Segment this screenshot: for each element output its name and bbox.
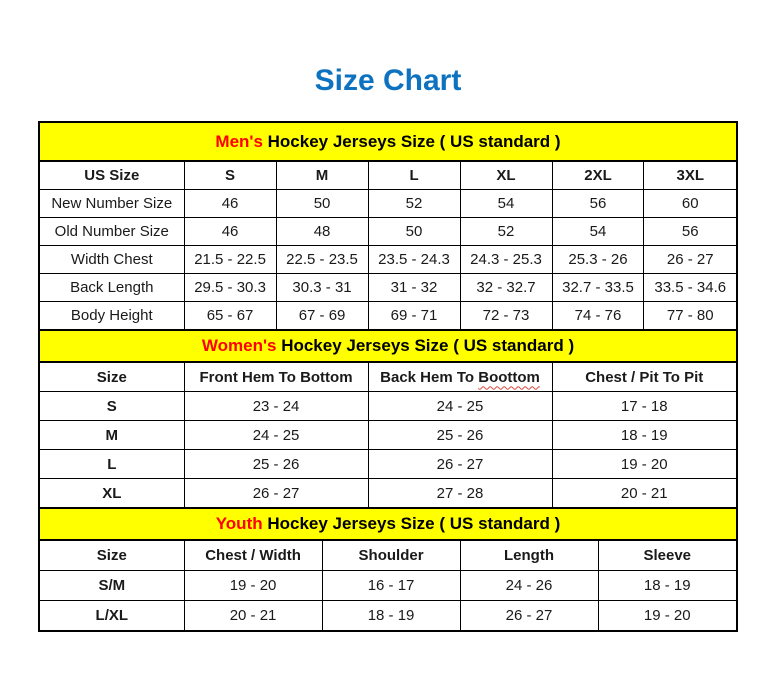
table-row: [40, 218, 736, 246]
size-value: 56: [552, 190, 644, 218]
size-value: 77 - 80: [644, 302, 736, 330]
womens-col-header: Back Hem To Boottom: [368, 363, 552, 392]
size-value: 54: [552, 218, 644, 246]
size-value: 29.5 - 30.3: [184, 274, 276, 302]
size-value: 18 - 19: [552, 421, 736, 450]
size-value: 46: [184, 218, 276, 246]
mens-col-header: S: [184, 162, 276, 190]
row-label: S/M: [40, 571, 184, 601]
mens-col-header: US Size: [40, 162, 184, 190]
womens-col-header: Size: [40, 363, 184, 392]
womens-header-row: [40, 363, 736, 392]
size-value: 23 - 24: [184, 392, 368, 421]
row-label: Back Length: [40, 274, 184, 302]
youth-header-row: [40, 541, 736, 571]
size-value: 20 - 21: [552, 479, 736, 508]
size-value: 65 - 67: [184, 302, 276, 330]
size-value: 21.5 - 22.5: [184, 246, 276, 274]
womens-banner-highlight: Women's: [201, 336, 277, 355]
size-value: 19 - 20: [598, 601, 736, 631]
youth-size-table: [40, 541, 736, 630]
womens-col-header: Chest / Pit To Pit: [552, 363, 736, 392]
size-value: 52: [460, 218, 552, 246]
size-value: 54: [460, 190, 552, 218]
size-value: 33.5 - 34.6: [644, 274, 736, 302]
womens-section-banner: [40, 329, 736, 363]
youth-col-header: Size: [40, 541, 184, 571]
size-value: 22.5 - 23.5: [276, 246, 368, 274]
row-label: Old Number Size: [40, 218, 184, 246]
size-value: 24 - 26: [460, 571, 598, 601]
size-value: 60: [644, 190, 736, 218]
size-value: 26 - 27: [460, 601, 598, 631]
mens-col-header: L: [368, 162, 460, 190]
mens-section-banner: [40, 123, 736, 162]
size-value: 19 - 20: [552, 450, 736, 479]
size-value: 32.7 - 33.5: [552, 274, 644, 302]
mens-banner-highlight: Men's: [215, 131, 263, 151]
youth-section-banner: [40, 507, 736, 541]
mens-col-header: 3XL: [644, 162, 736, 190]
size-value: 52: [368, 190, 460, 218]
womens-col-header: Front Hem To Bottom: [184, 363, 368, 392]
womens-size-table: [40, 363, 736, 507]
misspelled-word: Boottom: [478, 368, 540, 386]
youth-col-header: Length: [460, 541, 598, 571]
size-value: 67 - 69: [276, 302, 368, 330]
table-row: [40, 190, 736, 218]
size-value: 46: [184, 190, 276, 218]
size-value: 30.3 - 31: [276, 274, 368, 302]
row-label: XL: [40, 479, 184, 508]
mens-size-table: [40, 162, 736, 329]
table-row: [40, 274, 736, 302]
mens-col-header: 2XL: [552, 162, 644, 190]
page-title: Size Chart: [314, 64, 462, 97]
size-value: 19 - 20: [184, 571, 322, 601]
size-value: 72 - 73: [460, 302, 552, 330]
row-label: Body Height: [40, 302, 184, 330]
youth-col-header: Sleeve: [598, 541, 736, 571]
womens-banner-text: Hockey Jerseys Size ( US standard ): [276, 336, 575, 355]
size-value: 26 - 27: [644, 246, 736, 274]
size-value: 24.3 - 25.3: [460, 246, 552, 274]
size-value: 18 - 19: [598, 571, 736, 601]
size-value: 24 - 25: [368, 392, 552, 421]
size-value: 31 - 32: [368, 274, 460, 302]
size-value: 69 - 71: [368, 302, 460, 330]
table-row: [40, 302, 736, 330]
table-row: [40, 450, 736, 479]
size-chart-tables: [38, 121, 738, 632]
table-row: [40, 601, 736, 631]
size-value: 16 - 17: [322, 571, 460, 601]
youth-banner-highlight: Youth: [215, 514, 263, 533]
row-label: New Number Size: [40, 190, 184, 218]
mens-banner-text: Hockey Jerseys Size ( US standard ): [262, 131, 561, 151]
mens-header-row: [40, 162, 736, 190]
youth-col-header: Chest / Width: [184, 541, 322, 571]
youth-banner-text: Hockey Jerseys Size ( US standard ): [262, 514, 561, 533]
size-value: 26 - 27: [368, 450, 552, 479]
row-label: M: [40, 421, 184, 450]
row-label: S: [40, 392, 184, 421]
row-label: Width Chest: [40, 246, 184, 274]
size-value: 18 - 19: [322, 601, 460, 631]
size-value: 23.5 - 24.3: [368, 246, 460, 274]
size-value: 17 - 18: [552, 392, 736, 421]
mens-col-header: XL: [460, 162, 552, 190]
mens-col-header: M: [276, 162, 368, 190]
size-value: 74 - 76: [552, 302, 644, 330]
table-row: [40, 421, 736, 450]
size-value: 56: [644, 218, 736, 246]
size-value: 25.3 - 26: [552, 246, 644, 274]
youth-col-header: Shoulder: [322, 541, 460, 571]
size-value: 26 - 27: [184, 479, 368, 508]
size-value: 32 - 32.7: [460, 274, 552, 302]
table-row: [40, 479, 736, 508]
row-label: L: [40, 450, 184, 479]
table-row: [40, 246, 736, 274]
size-value: 50: [276, 190, 368, 218]
table-row: [40, 571, 736, 601]
row-label: L/XL: [40, 601, 184, 631]
size-value: 50: [368, 218, 460, 246]
size-value: 48: [276, 218, 368, 246]
size-value: 20 - 21: [184, 601, 322, 631]
table-row: [40, 392, 736, 421]
size-value: 25 - 26: [184, 450, 368, 479]
size-value: 24 - 25: [184, 421, 368, 450]
size-value: 27 - 28: [368, 479, 552, 508]
size-value: 25 - 26: [368, 421, 552, 450]
